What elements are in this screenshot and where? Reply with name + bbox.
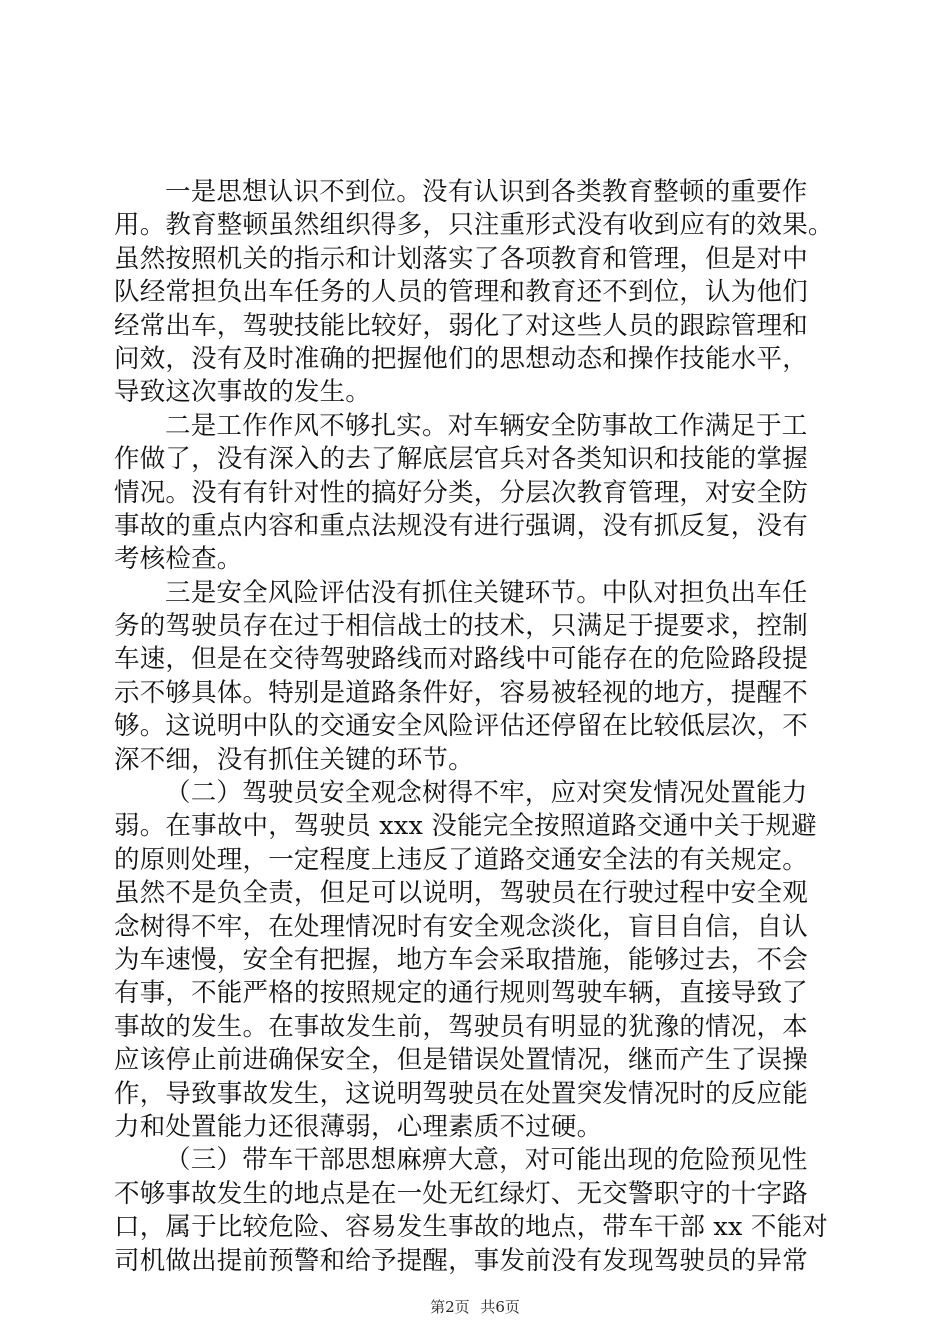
page-number: 第2页 [430, 1298, 470, 1316]
text-line: 口，属于比较危险、容易发生事故的地点，带车干部 xx 不能对 [114, 1212, 828, 1243]
page-total: 共6页 [480, 1298, 520, 1316]
text-line: 情况。没有有针对性的搞好分类，分层次教育管理，对安全防 [114, 477, 808, 508]
text-line: 作，导致事故发生，这说明驾驶员在处置突发情况时的反应能 [114, 1078, 808, 1109]
text-line: 事故的重点内容和重点法规没有进行强调，没有抓反复，没有 [114, 510, 808, 541]
text-line: 力和处置能力还很薄弱，心理素质不过硬。 [114, 1111, 603, 1142]
text-line: 二是工作作风不够扎实。对车辆安全防事故工作满足于工 [165, 410, 808, 441]
text-line: 不够事故发生的地点是在一处无红绿灯、无交警职守的十字路 [114, 1178, 808, 1209]
text-line: 虽然不是负全责，但足可以说明，驾驶员在行驶过程中安全观 [114, 878, 808, 909]
text-line: 队经常担负出车任务的人员的管理和教育还不到位，认为他们 [114, 277, 808, 308]
text-line: 导致这次事故的发生。 [114, 377, 372, 408]
text-line: 示不够具体。特别是道路条件好，容易被轻视的地方，提醒不 [114, 677, 808, 708]
text-line: 问效，没有及时准确的把握他们的思想动态和操作技能水平， [114, 343, 808, 374]
paragraph [114, 176, 836, 410]
text-line: 车速，但是在交待驾驶路线而对路线中可能存在的危险路段提 [114, 644, 808, 675]
text-line: 虽然按照机关的指示和计划落实了各项教育和管理，但是对中 [114, 243, 808, 274]
text-line: （二）驾驶员安全观念树得不牢，应对突发情况处置能力 [165, 778, 808, 809]
paragraph [114, 577, 836, 777]
text-line: 有事，不能严格的按照规定的通行规则驾驶车辆，直接导致了 [114, 978, 808, 1009]
text-line: 务的驾驶员存在过于相信战士的技术，只满足于提要求，控制 [114, 611, 808, 642]
text-line: 的原则处理，一定程度上违反了道路交通安全法的有关规定。 [114, 844, 808, 875]
paragraph [114, 1144, 836, 1278]
document-body [114, 176, 836, 1278]
page-footer [0, 1296, 950, 1317]
text-line: 够。这说明中队的交通安全风险评估还停留在比较低层次，不 [114, 711, 808, 742]
text-line: 深不细，没有抓住关键的环节。 [114, 744, 474, 775]
text-line: 经常出车，驾驶技能比较好，弱化了对这些人员的跟踪管理和 [114, 310, 808, 341]
text-line: 考核检查。 [114, 544, 243, 575]
text-line: 为车速慢，安全有把握，地方车会采取措施，能够过去，不会 [114, 944, 808, 975]
text-line: 念树得不牢，在处理情况时有安全观念淡化，盲目自信，自认 [114, 911, 808, 942]
text-line: 用。教育整顿虽然组织得多，只注重形式没有收到应有的效果。 [114, 210, 834, 241]
paragraph [114, 410, 836, 577]
text-line: （三）带车干部思想麻痹大意，对可能出现的危险预见性 [165, 1145, 808, 1176]
text-line: 事故的发生。在事故发生前，驾驶员有明显的犹豫的情况，本 [114, 1011, 808, 1042]
text-line: 司机做出提前预警和给予提醒，事发前没有发现驾驶员的异常 [114, 1245, 808, 1276]
paragraph [114, 777, 836, 1144]
text-line: 作做了，没有深入的去了解底层官兵对各类知识和技能的掌握 [114, 444, 808, 475]
text-line: 弱。在事故中，驾驶员 xxx 没能完全按照道路交通中关于规避 [114, 811, 817, 842]
text-line: 应该停止前进确保安全，但是错误处置情况，继而产生了误操 [114, 1045, 808, 1076]
text-line: 一是思想认识不到位。没有认识到各类教育整顿的重要作 [165, 177, 808, 207]
text-line: 三是安全风险评估没有抓住关键环节。中队对担负出车任 [165, 577, 808, 608]
